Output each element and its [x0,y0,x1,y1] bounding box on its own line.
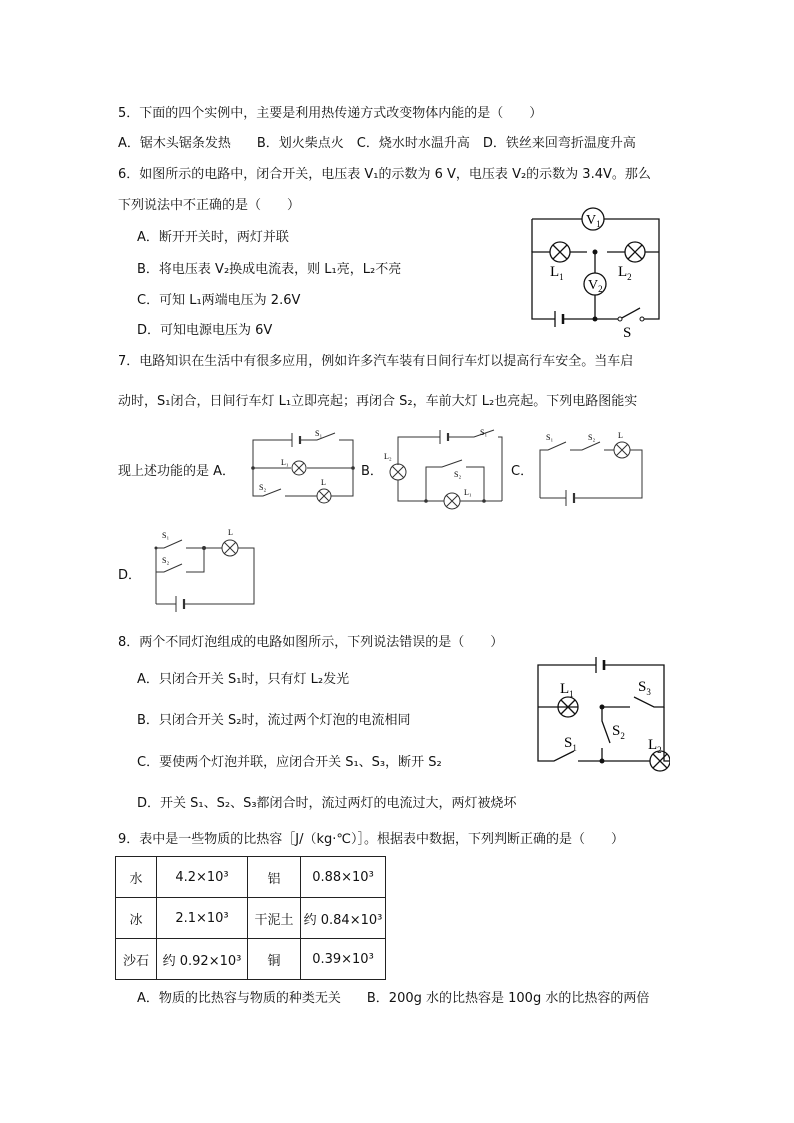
q7-option-d-label: D． [118,568,142,583]
q7c-s2-label: S₂ [588,433,596,442]
table-row [116,939,386,980]
q8-option-c: C．要使两个灯泡并联，应闭合开关 S₁、S₃，断开 S₂ [137,755,442,770]
q8-l1-label: $L_1$ [560,681,574,699]
q5-stem: 5．下面的四个实例中，主要是利用热传递方式改变物体内能的是（ ） [118,106,543,121]
table-cell: 0.88×10³ [301,857,386,898]
table-cell: 4.2×10³ [157,857,248,898]
table-cell: 铜 [248,939,301,980]
table-cell: 沙石 [116,939,157,980]
q8-option-b: B．只闭合开关 S₂时，流过两个灯泡的电流相同 [137,713,411,728]
q6-option-a: A．断开开关时，两灯并联 [137,230,289,245]
q7-option-b-label: B． [361,464,383,479]
q7-stem-line3: 现上述功能的是 A． [118,464,236,479]
q6-stem-line1: 6．如图所示的电路中，闭合开关，电压表 V₁的示数为 6 V，电压表 V₂的示数为 3.4V。那么 [118,167,651,182]
q6-option-d: D．可知电源电压为 6V [137,323,273,338]
q6-option-c: C．可知 L₁两端电压为 2.6V [137,293,301,308]
table-row [116,898,386,939]
q8-circuit-figure [530,653,670,778]
table-cell: 约 0.92×10³ [157,939,248,980]
q7b-s2-label: S₂ [454,470,462,479]
q7-stem-line1: 7．电路知识在生活中有很多应用，例如许多汽车装有日间行车灯以提高行车安全。当车启 [118,354,634,369]
q6-stem-line2: 下列说法中不正确的是（ ） [118,198,301,213]
table-cell: 铝 [248,857,301,898]
q6-option-b: B．将电压表 V₂换成电流表，则 L₁亮，L₂不亮 [137,262,402,277]
table-cell: 约 0.84×10³ [301,898,386,939]
q7-circuit-d [148,526,260,616]
table-cell: 水 [116,857,157,898]
q7b-l2-label: L₂ [384,452,392,461]
table-cell: 2.1×10³ [157,898,248,939]
q6-switch-label: S [623,325,632,340]
q7a-s1-label: S₁ [315,429,323,438]
q8-s3-label: $S_3$ [638,679,651,697]
q7d-s1-label: S₁ [162,531,170,540]
q7d-l-label: L [228,528,233,537]
q8-s2-label: $S_2$ [612,723,625,741]
q7a-s2-label: S₂ [259,483,267,492]
q6-circuit-figure [525,200,685,340]
q7b-s1-label: S₁ [480,428,488,437]
q7c-l-label: L [618,431,623,440]
q6-v1-label: $V_1$ [586,213,601,229]
table-cell: 干泥土 [248,898,301,939]
q7-circuit-a [247,428,359,508]
q7d-s2-label: S₂ [162,556,170,565]
table-cell: 冰 [116,898,157,939]
q8-stem: 8．两个不同灯泡组成的电路如图所示，下列说法错误的是（ ） [118,635,504,650]
table-cell: 0.39×10³ [301,939,386,980]
q6-l1-label: $L_1$ [550,264,564,282]
q7a-l-label: L [321,478,326,487]
q8-l2-label: $L_2$ [648,737,662,755]
q9-options: A．物质的比热容与物质的种类无关 B．200g 水的比热容是 100g 水的比热容的两倍 [137,991,650,1006]
q7-option-c-label: C． [511,464,534,479]
q7-circuit-b [382,425,510,515]
q6-l2-label: $L_2$ [618,264,632,282]
q7b-l1-label: L₁ [464,488,472,497]
q7-circuit-c [532,428,648,514]
q9-stem: 9．表中是一些物质的比热容［J/（kg·℃）］。根据表中数据，下列判断正确的是（ ） [118,832,624,847]
q7c-s1-label: S₁ [546,433,554,442]
q5-options: A．锯木头锯条发热 B．划火柴点火 C．烧水时水温升高 D．铁丝来回弯折温度升高 [118,136,636,151]
specific-heat-table [115,856,386,980]
table-row [116,857,386,898]
q7-stem-line2: 动时，S₁闭合，日间行车灯 L₁立即亮起；再闭合 S₂，车前大灯 L₂也亮起。下列电路图能实 [118,394,638,409]
q7a-l1-label: L₁ [281,458,289,467]
q8-option-d: D．开关 S₁、S₂、S₃都闭合时，流过两灯的电流过大，两灯被烧坏 [137,796,517,811]
q6-v2-label: $V_2$ [588,278,603,294]
q8-option-a: A．只闭合开关 S₁时，只有灯 L₂发光 [137,672,350,687]
q8-s1-label: $S_1$ [564,735,577,753]
